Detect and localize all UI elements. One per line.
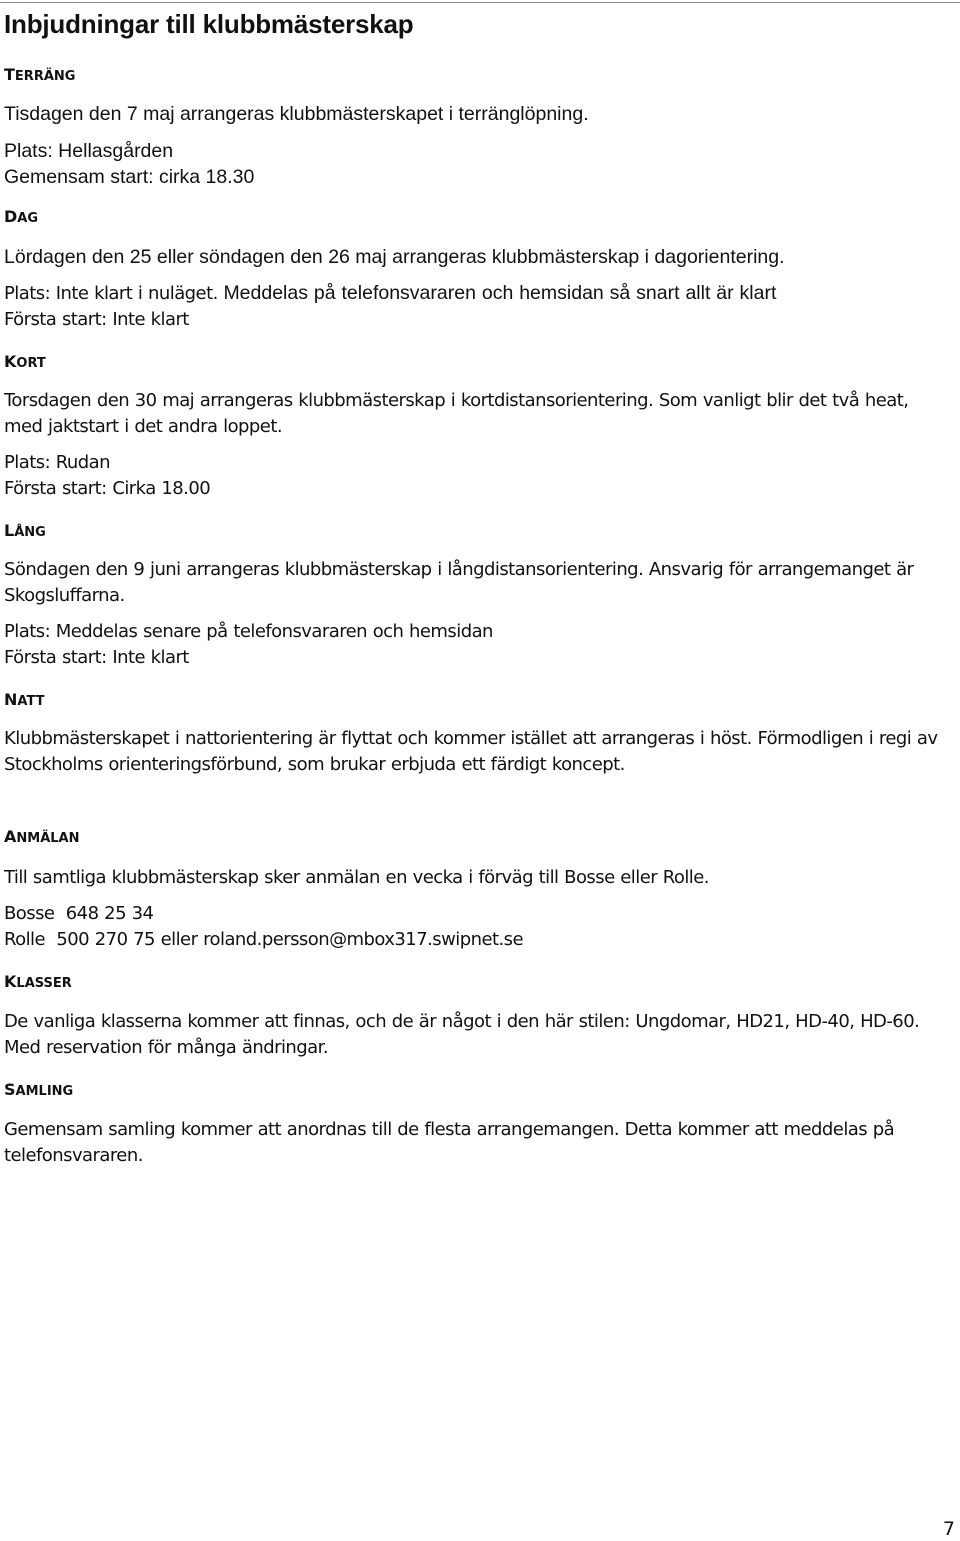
lang-intro-b: Ansvarig för arrangemanget är Skogsluffarna. <box>4 559 914 606</box>
terrang-start: Gemensam start: cirka 18.30 <box>4 166 255 188</box>
heading-rest: AG <box>17 211 39 226</box>
lang-intro-a: Söndagen den 9 juni arrangeras klubbmästerskap i långdistansorientering. <box>4 559 644 580</box>
section-heading-anmalan <box>4 826 952 850</box>
heading-initial: T <box>4 65 15 84</box>
klasser-text: De vanliga klasserna kommer att finnas, och de är något i den här stilen: Ungdomar, HD21, HD-40, HD-60. Med reservation för många ändringar. <box>4 1011 920 1058</box>
heading-initial: K <box>4 352 17 371</box>
anmalan-text: Till samtliga klubbmästerskap sker anmälan en vecka i förväg till Bosse eller Rolle. <box>4 867 709 888</box>
terrang-intro: Tisdagen den 7 maj arrangeras klubbmästerskapet i terränglöpning. <box>4 103 589 125</box>
section-body-dag-details <box>4 280 952 333</box>
section-heading-klasser <box>4 971 952 995</box>
heading-rest: LASSER <box>16 976 72 991</box>
kort-start: Första start: Cirka 18.00 <box>4 478 211 499</box>
heading-rest: NMÄLAN <box>16 831 80 846</box>
page-title: Inbjudningar till klubbmästerskap <box>4 9 414 39</box>
heading-rest: ÅNG <box>14 525 46 540</box>
section-body-samling <box>4 1117 952 1169</box>
dag-start: Första start: Inte klart <box>4 309 189 330</box>
heading-initial: N <box>4 690 18 709</box>
kort-place: Plats: Rudan <box>4 452 110 473</box>
natt-text-b: Förmodligen i regi av Stockholms orienteringsförbund, som brukar erbjuda ett färdigt koncept. <box>4 728 938 775</box>
section-heading-lang <box>4 520 952 544</box>
section-body-natt <box>4 726 952 778</box>
top-rule <box>0 2 960 3</box>
heading-initial: K <box>4 972 17 991</box>
kort-intro-b: Som vanligt blir det två heat, med jaktstart i det andra loppet. <box>4 390 909 437</box>
heading-initial: D <box>4 207 18 226</box>
section-body-anmalan <box>4 865 952 953</box>
heading-rest: AMLING <box>15 1084 74 1099</box>
heading-rest: ORT <box>16 356 46 371</box>
kort-intro <box>4 388 952 440</box>
section-heading-natt <box>4 689 952 713</box>
section-heading-terrang <box>4 64 952 88</box>
dag-place <box>4 280 952 307</box>
terrang-place: Plats: Hellasgården <box>4 140 174 162</box>
dag-place-a: Plats: Inte klart i nuläget. <box>4 283 218 304</box>
document-page <box>4 6 952 1169</box>
contact-rolle: Rolle 500 270 75 eller roland.persson@mbox317.swipnet.se <box>4 929 524 950</box>
heading-initial: A <box>4 827 17 846</box>
section-body-kort <box>4 388 952 502</box>
heading-rest: ERRÄNG <box>14 69 76 84</box>
section-body-klasser <box>4 1009 952 1061</box>
contact-bosse: Bosse 648 25 34 <box>4 903 154 924</box>
dag-place-b: Meddelas på telefonsvararen och hemsidan så snart allt är klart <box>223 282 777 304</box>
samling-text: Gemensam samling kommer att anordnas till de flesta arrangemangen. Detta kommer att meddelas på telefonsvararen. <box>4 1119 895 1166</box>
heading-initial: S <box>4 1080 16 1099</box>
lang-place: Plats: Meddelas senare på telefonsvararen och hemsidan <box>4 621 493 642</box>
section-heading-kort <box>4 351 952 375</box>
section-body-lang <box>4 557 952 671</box>
lang-intro <box>4 557 952 609</box>
section-body-dag <box>4 244 952 270</box>
natt-text-a: Klubbmästerskapet i nattorientering är flyttat och kommer istället att arrangeras i höst. <box>4 728 752 749</box>
kort-intro-a: Torsdagen den 30 maj arrangeras klubbmästerskap i kortdistansorientering. <box>4 390 654 411</box>
section-body-terrang <box>4 101 952 190</box>
section-heading-dag <box>4 206 952 230</box>
lang-start: Första start: Inte klart <box>4 647 189 668</box>
natt-text <box>4 726 952 778</box>
page-number: 7 <box>942 1518 955 1540</box>
section-heading-samling <box>4 1079 952 1103</box>
heading-rest: ATT <box>17 694 45 709</box>
heading-initial: L <box>4 521 15 540</box>
dag-intro: Lördagen den 25 eller söndagen den 26 maj arrangeras klubbmästerskap i dagorientering. <box>4 246 785 268</box>
